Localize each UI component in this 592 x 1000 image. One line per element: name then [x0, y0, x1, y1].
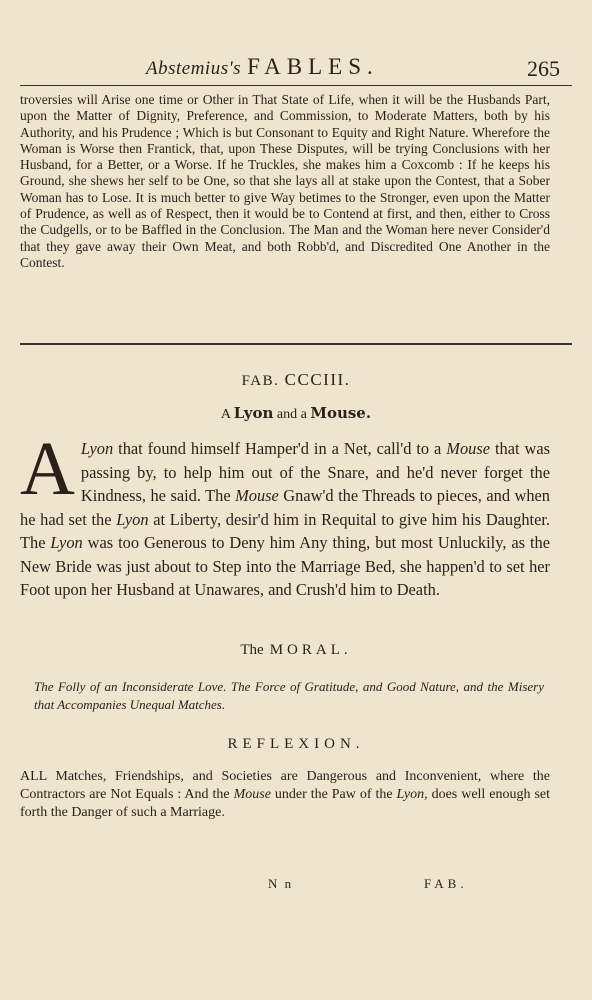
fable-title: A Lyon and a Mouse.: [220, 404, 372, 422]
page-number: 265: [527, 56, 560, 81]
reflexion-heading: REFLEXION.: [227, 736, 365, 752]
running-title: [146, 54, 379, 80]
reflexion-text: ALL Matches, Friendships, and Societies are Dangerous and Inconvenient, where the Contractors are Not Equals : And the Mouse under the Paw of the Lyon, does well enough set forth the Danger of such a Marriage.: [20, 769, 551, 820]
section-divider: [20, 343, 572, 345]
moral-text: The Folly of an Inconsiderate Love. The Force of Gratitude, and Good Nature, and the Misery that Accompanies Unequal Matches.: [34, 679, 544, 712]
fable-body: A Lyon that found himself Hamper'd in a Net, call'd to a Mouse that was passing by, to help him out of the Snare, and he'd never forget the Kindness, he said. The Mouse Gnaw'd the Threads to pieces, and when he had set the Lyon at Liberty, desir'd him in Requital to give him his Daughter. The Lyon was too Generous to Deny him Any thing, but most Unluckily, as the New Bride was just about to Step into the Marriage Bed, she happen'd to set her Foot upon her Husband at Unawares, and Crush'd him to Death.: [20, 427, 550, 599]
catchword: FAB.: [424, 876, 468, 891]
header-fables: FABLES.: [247, 54, 379, 79]
header-author: Abstemius's: [146, 58, 242, 79]
drop-cap: A: [20, 427, 75, 511]
fable-number: FAB. CCCIII.: [241, 370, 351, 389]
signature-mark: N n: [268, 876, 294, 891]
previous-reflexion-continuation: troversies will Arise one time or Other in That State of Life, when it will be the Husbands Part, upon the Matter of Dignity, Preference, and Commission, to Moderate Matters, both by his Authority, and his Prudence ; Which is but Consonant to Equity and Right Nature. Wherefore the Woman is Worse then Frantick, that, upon These Disputes, will be trying Conclusions with her Husband, for a Better, or a Worse. If he Truckles, she makes him a Coxcomb : If he keeps his Ground, she shews her self to be One, so that she lays all at stake upon the Contest, that a Sober Woman has to Lose. It is much better to give Way betimes to the Stronger, even upon the Matter of Prudence, as well as of Respect, then it would be to Contend at first, and then, either to Cross the Cudgells, or to be Baffled in the Conclusion. The Man and the Woman here never Consider'd that they gave away their Own Meat, and both Robb'd, and Discredited One Another in the Contest.: [20, 92, 550, 270]
header-rule: [20, 85, 572, 86]
running-header: [20, 54, 572, 82]
moral-heading: The MORAL.: [240, 642, 352, 658]
